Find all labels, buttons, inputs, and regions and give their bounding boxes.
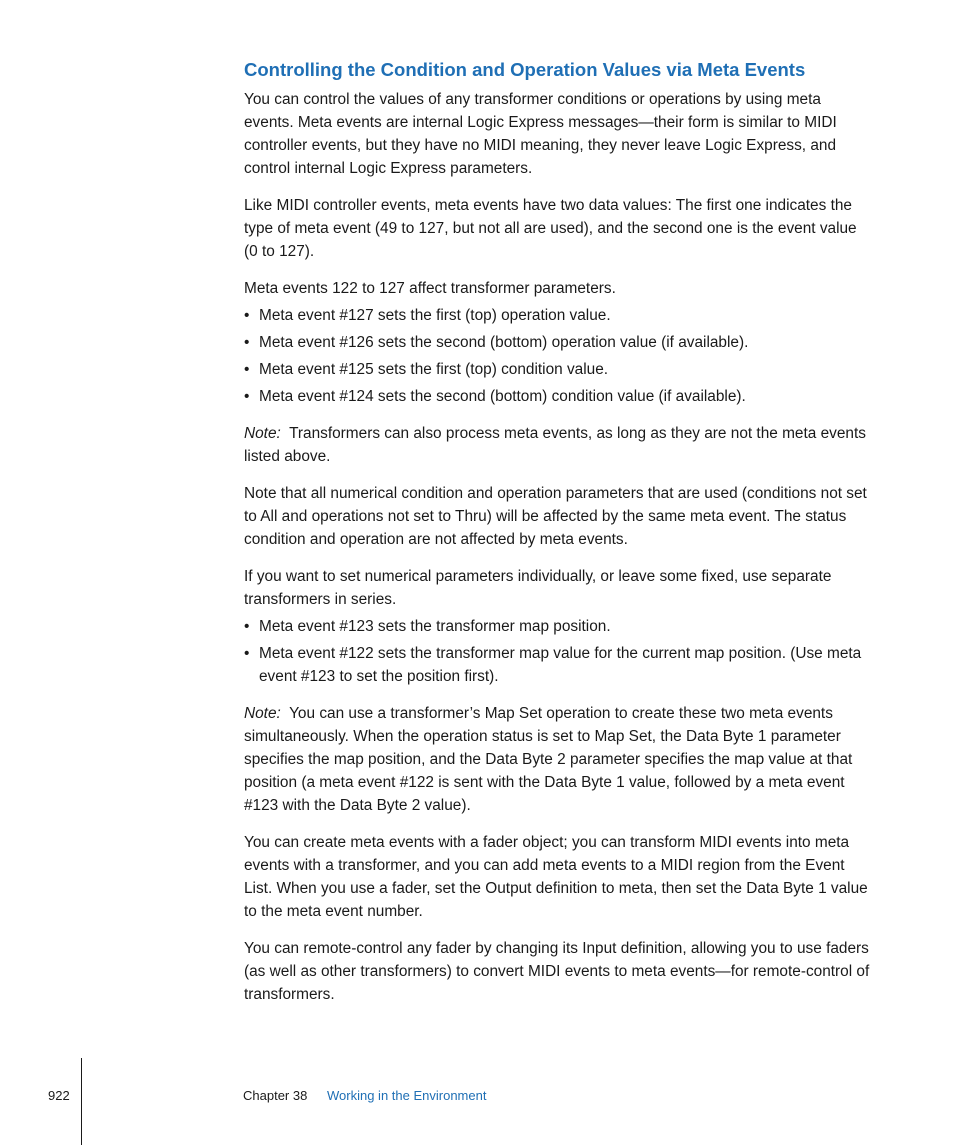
- list-item: • Meta event #124 sets the second (bottom) condition value (if available).: [244, 385, 874, 408]
- chapter-title-link[interactable]: Working in the Environment: [327, 1088, 487, 1103]
- note-paragraph-2: [244, 702, 874, 817]
- note-text: You can use a transformer’s Map Set operation to create these two meta events simultaneously. When the operation status is set to Map Set, the Data Byte 1 parameter specifies the map position, and the Data Byte 2 parameter specifies the map value at that position (a meta event #122 is sent with the Data Byte 1 value, followed by a meta event #123 with the Data Byte 2 value).: [244, 705, 853, 814]
- chapter-label: Chapter 38: [243, 1088, 308, 1103]
- page-number: 922: [48, 1088, 70, 1103]
- note-text: Transformers can also process meta events, as long as they are not the meta events listed above.: [244, 425, 866, 465]
- meta-event-list-map: [244, 615, 874, 688]
- paragraph-data-values: Like MIDI controller events, meta events have two data values: The first one indicates the type of meta event (49 to 127, but not all are used), and the second one is the event value (0 to 127).: [244, 197, 857, 260]
- list-item: • Meta event #126 sets the second (bottom) operation value (if available).: [244, 331, 874, 354]
- list-item: • Meta event #123 sets the transformer map position.: [244, 615, 874, 638]
- note-label: Note:: [244, 425, 281, 442]
- list-item: • Meta event #127 sets the first (top) operation value.: [244, 304, 874, 327]
- paragraph-numerical-params: Note that all numerical condition and operation parameters that are used (conditions not set to All and operations not set to Thru) will be affected by the same meta event. The status condition and operation are not affected by meta events.: [244, 485, 867, 548]
- list-item: • Meta event #122 sets the transformer map value for the current map position. (Use meta event #123 to set the position first).: [244, 642, 874, 688]
- paragraph-separate-transformers: If you want to set numerical parameters individually, or leave some fixed, use separate transformers in series.: [244, 568, 832, 608]
- section-heading: Controlling the Condition and Operation Values via Meta Events: [244, 59, 806, 80]
- meta-event-list-parameters: [244, 304, 874, 408]
- paragraph-intro: You can control the values of any transformer conditions or operations by using meta events. Meta events are internal Logic Express messages—their form is similar to MIDI controller events, but they have no MIDI meaning, they never leave Logic Express, and control internal Logic Express parameters.: [244, 91, 837, 177]
- page-content: [244, 58, 874, 1020]
- list-item: • Meta event #125 sets the first (top) condition value.: [244, 358, 874, 381]
- paragraph-fader-object: You can create meta events with a fader object; you can transform MIDI events into meta events with a transformer, and you can add meta events to a MIDI region from the Event List. When you use a fader, set the Output definition to meta, then set the Data Byte 1 value to the meta event number.: [244, 834, 868, 920]
- note-paragraph-1: [244, 422, 874, 468]
- paragraph-remote-control: You can remote-control any fader by changing its Input definition, allowing you to use faders (as well as other transformers) to convert MIDI events to meta events—for remote-control of transformers.: [244, 940, 870, 1003]
- paragraph-meta-range: Meta events 122 to 127 affect transformer parameters.: [244, 280, 616, 297]
- page-footer: [0, 1088, 954, 1108]
- note-label: Note:: [244, 705, 281, 722]
